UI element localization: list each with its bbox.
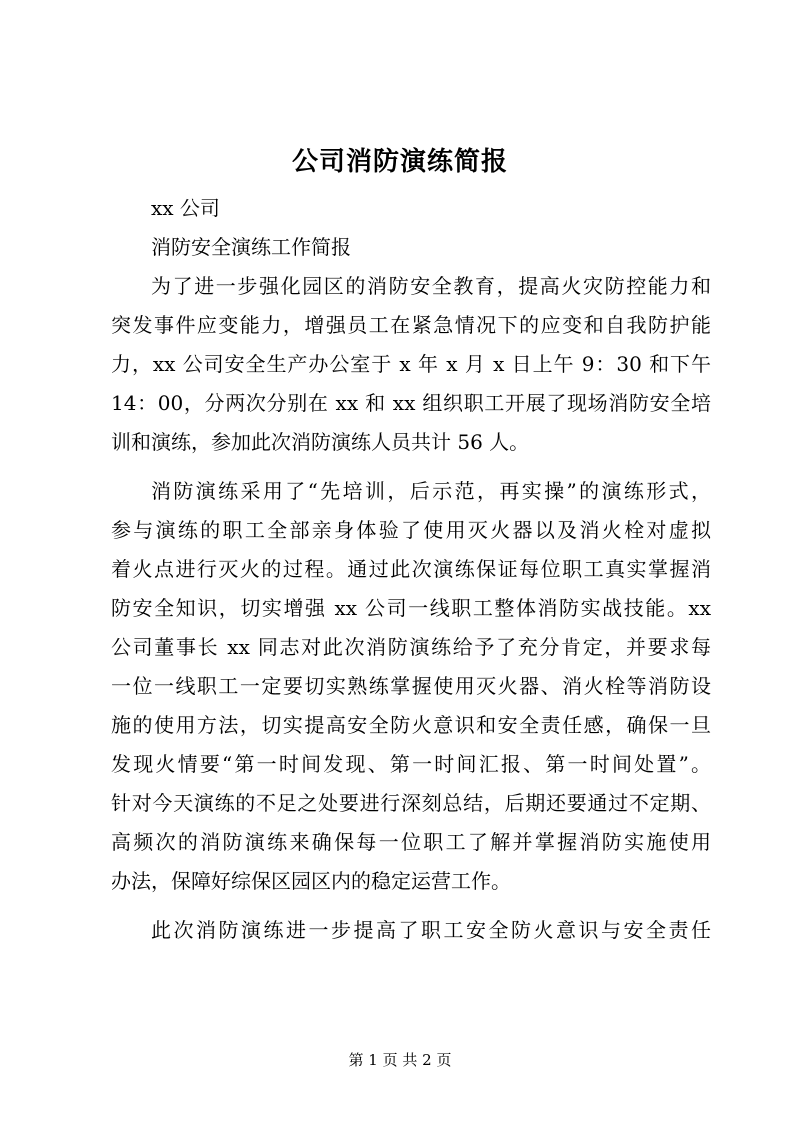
body-line: 14：00，分两次分别在 xx 和 xx 组织职工开展了现场消防安全培: [111, 391, 711, 415]
body-line: 训和演练，参加此次消防演练人员共计 56 人。: [111, 430, 530, 454]
body-line: 发现火情要“第一时间发现、第一时间汇报、第一时间处置”。: [111, 752, 711, 776]
body-line: 公司董事长 xx 同志对此次消防演练给予了充分肯定，并要求每: [111, 635, 711, 659]
body-line: 办法，保障好综保区园区内的稳定运营工作。: [111, 869, 511, 893]
body-line: 突发事件应变能力，增强员工在紧急情况下的应变和自我防护能: [111, 313, 711, 337]
body-line: 着火点进行灭火的过程。通过此次演练保证每位职工真实掌握消: [111, 557, 711, 581]
body-line: 一位一线职工一定要切实熟练掌握使用灭火器、消火栓等消防设: [111, 674, 711, 698]
document-title: 公司消防演练简报: [291, 147, 508, 177]
body-line: 高频次的消防演练来确保每一位职工了解并掌握消防实施使用: [111, 830, 711, 854]
body-line: 此次消防演练进一步提高了职工安全防火意识与安全责任: [151, 918, 711, 942]
page-number-footer: 第 1 页 共 2 页: [348, 1051, 452, 1069]
body-line: 参与演练的职工全部亲身体验了使用灭火器以及消火栓对虚拟: [111, 518, 711, 542]
body-line: 施的使用方法，切实提高安全防火意识和安全责任感，确保一旦: [111, 713, 711, 737]
subtitle-line: 消防安全演练工作简报: [151, 235, 351, 259]
company-line: xx 公司: [151, 196, 220, 220]
body-line: 针对今天演练的不足之处要进行深刻总结，后期还要通过不定期、: [111, 791, 711, 815]
body-line: 消防演练采用了“先培训，后示范，再实操”的演练形式，: [151, 479, 711, 503]
body-line: 为了进一步强化园区的消防安全教育，提高火灾防控能力和: [151, 274, 711, 298]
body-line: 防安全知识，切实增强 xx 公司一线职工整体消防实战技能。xx: [111, 596, 711, 620]
body-line: 力，xx 公司安全生产办公室于 x 年 x 月 x 日上午 9：30 和下午: [111, 352, 711, 376]
